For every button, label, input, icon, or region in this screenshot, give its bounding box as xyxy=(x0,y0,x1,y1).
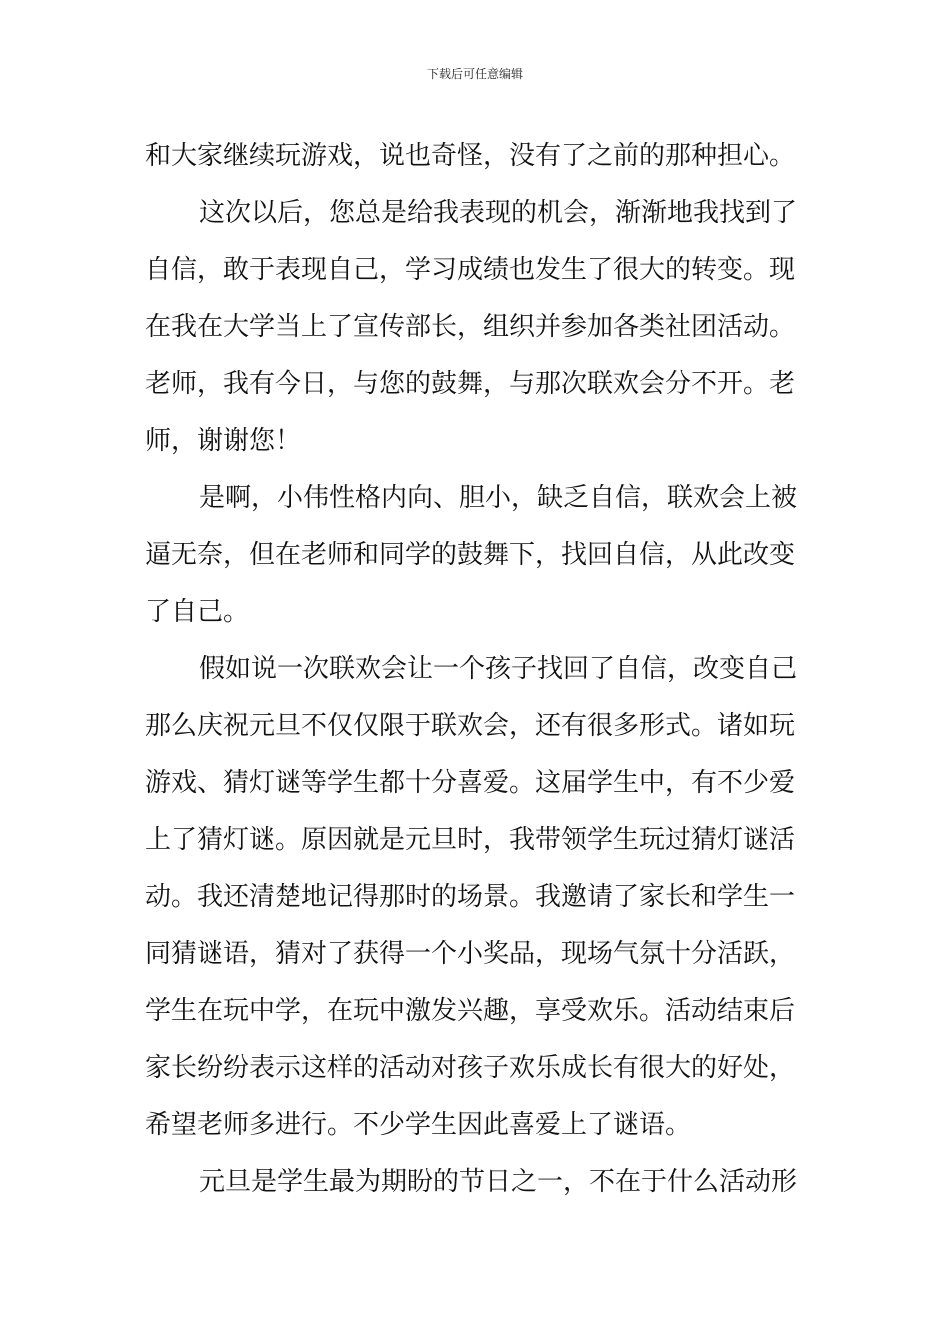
text-line: 那么庆祝元旦不仅仅限于联欢会，还有很多形式。诸如玩 xyxy=(145,711,796,741)
paragraph xyxy=(145,128,809,185)
text-line: 逼无奈，但在老师和同学的鼓舞下，找回自信，从此改变 xyxy=(145,540,796,570)
text-line: 游戏、猜灯谜等学生都十分喜爱。这届学生中，有不少爱 xyxy=(145,768,796,798)
text-line: 希望老师多进行。不少学生因此喜爱上了谜语。 xyxy=(145,1110,692,1140)
text-line: 是啊，小伟性格内向、胆小，缺乏自信，联欢会上被 xyxy=(199,483,798,513)
text-line: 老师，我有今日，与您的鼓舞，与那次联欢会分不开。老 xyxy=(145,369,796,399)
text-line: 同猜谜语，猜对了获得一个小奖品，现场气氛十分活跃， xyxy=(145,939,796,969)
text-line: 师，谢谢您！ xyxy=(145,426,302,456)
page-header: 下载后可任意编辑 xyxy=(426,67,523,81)
text-line: 上了猜灯谜。原因就是元旦时，我带领学生玩过猜灯谜活 xyxy=(145,825,796,855)
paragraph xyxy=(145,185,809,470)
text-line: 在我在大学当上了宣传部长，组织并参加各类社团活动。 xyxy=(145,312,796,342)
document-body xyxy=(145,128,809,1211)
paragraph xyxy=(145,641,809,1154)
paragraph xyxy=(145,470,809,641)
text-line: 和大家继续玩游戏，说也奇怪，没有了之前的那种担心。 xyxy=(145,141,796,171)
text-line: 了自己。 xyxy=(145,597,250,627)
text-line: 元旦是学生最为期盼的节日之一，不在于什么活动形 xyxy=(199,1167,798,1197)
text-line: 自信，敢于表现自己，学习成绩也发生了很大的转变。现 xyxy=(145,255,796,285)
paragraph xyxy=(145,1154,809,1211)
text-line: 家长纷纷表示这样的活动对孩子欢乐成长有很大的好处， xyxy=(145,1053,796,1083)
text-line: 学生在玩中学，在玩中激发兴趣，享受欢乐。活动结束后 xyxy=(145,996,796,1026)
text-line: 这次以后，您总是给我表现的机会，渐渐地我找到了 xyxy=(199,198,798,228)
text-line: 假如说一次联欢会让一个孩子找回了自信，改变自己 xyxy=(199,654,798,684)
text-line: 动。我还清楚地记得那时的场景。我邀请了家长和学生一 xyxy=(145,882,796,912)
